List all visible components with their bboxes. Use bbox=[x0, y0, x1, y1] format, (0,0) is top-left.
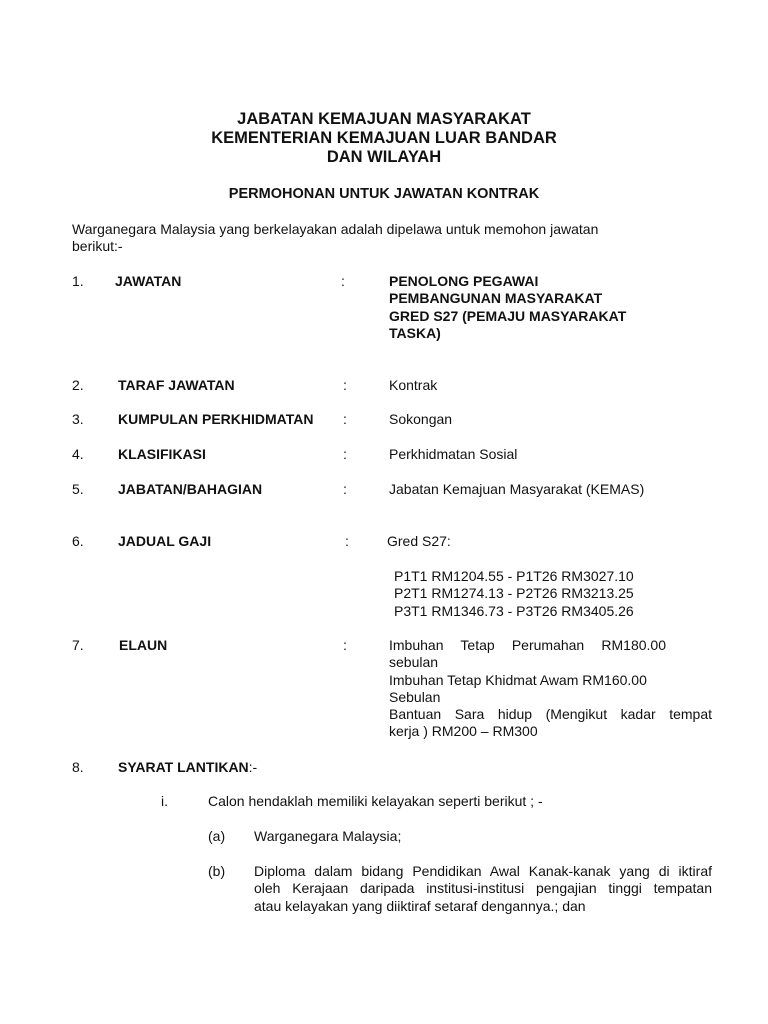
allowance-3-line-2: kerja ) RM200 – RM300 bbox=[389, 723, 538, 739]
item-3-number: 3. bbox=[72, 411, 84, 427]
condition-b-line-2: oleh Kerajaan daripada institusi-institusi pengajian tinggi tempatan bbox=[254, 880, 712, 896]
allowance-1-line-2: sebulan bbox=[389, 654, 439, 670]
condition-b-marker: (b) bbox=[208, 863, 226, 879]
item-5-label: JABATAN/BAHAGIAN bbox=[118, 481, 263, 497]
item-8-number: 8. bbox=[72, 759, 84, 775]
header-department: JABATAN KEMAJUAN MASYARAKAT bbox=[237, 110, 531, 128]
item-8-heading bbox=[118, 759, 257, 776]
salary-scale-p1: P1T1 RM1204.55 - P1T26 RM3027.10 bbox=[394, 568, 634, 584]
item-3-label: KUMPULAN PERKHIDMATAN bbox=[118, 411, 314, 427]
item-1-label: JAWATAN bbox=[115, 273, 182, 289]
item-2-value: Kontrak bbox=[389, 377, 438, 393]
item-7-label: ELAUN bbox=[119, 637, 168, 653]
document-subtitle: PERMOHONAN UNTUK JAWATAN KONTRAK bbox=[228, 186, 540, 202]
allowance-2-line-2: Sebulan bbox=[389, 689, 441, 705]
item-4-colon: : bbox=[343, 446, 347, 462]
condition-i-marker: i. bbox=[161, 793, 168, 809]
header-ministry: KEMENTERIAN KEMAJUAN LUAR BANDAR bbox=[211, 129, 557, 147]
condition-b-line-3: atau kelayakan yang diiktiraf setaraf dengannya.; dan bbox=[254, 898, 586, 914]
item-1-value-line-4: TASKA) bbox=[389, 325, 441, 341]
item-6-colon: : bbox=[345, 533, 349, 549]
item-1-colon: : bbox=[341, 273, 345, 289]
item-4-label: KLASIFIKASI bbox=[118, 446, 206, 462]
item-2-label: TARAF JAWATAN bbox=[118, 377, 235, 393]
intro-paragraph: Warganegara Malaysia yang berkelayakan adalah dipelawa untuk memohon jawatan berikut:- bbox=[72, 221, 599, 254]
item-7-colon: : bbox=[343, 637, 347, 653]
item-6-number: 6. bbox=[72, 533, 84, 549]
item-4-number: 4. bbox=[72, 446, 84, 462]
allowance-3-line-1: Bantuan Sara hidup (Mengikut kadar tempat bbox=[389, 706, 712, 722]
salary-scale-p2: P2T1 RM1274.13 - P2T26 RM3213.25 bbox=[394, 585, 634, 601]
condition-b-line-1: Diploma dalam bidang Pendidikan Awal Kanak-kanak yang di iktiraf bbox=[254, 863, 712, 879]
item-5-value: Jabatan Kemajuan Masyarakat (KEMAS) bbox=[389, 481, 645, 497]
item-8-label: SYARAT LANTIKAN bbox=[118, 759, 249, 775]
item-5-number: 5. bbox=[72, 481, 84, 497]
item-3-value: Sokongan bbox=[389, 411, 453, 427]
allowance-1-line-1: Imbuhan Tetap Perumahan RM180.00 bbox=[389, 637, 666, 653]
item-6-value: Gred S27: bbox=[387, 533, 451, 549]
item-1-number: 1. bbox=[72, 273, 84, 289]
item-3-colon: : bbox=[343, 411, 347, 427]
item-2-colon: : bbox=[343, 377, 347, 393]
item-2-number: 2. bbox=[72, 377, 84, 393]
header-region: DAN WILAYAH bbox=[326, 148, 442, 166]
item-8-label-suffix: :- bbox=[248, 759, 258, 775]
condition-i-text: Calon hendaklah memiliki kelayakan seperti berikut ; - bbox=[208, 793, 543, 809]
condition-a-text: Warganegara Malaysia; bbox=[254, 828, 402, 844]
item-1-value-line-3: GRED S27 (PEMAJU MASYARAKAT bbox=[389, 308, 627, 324]
item-6-label: JADUAL GAJI bbox=[118, 533, 212, 549]
item-5-colon: : bbox=[343, 481, 347, 497]
item-7-number: 7. bbox=[72, 637, 84, 653]
item-4-value: Perkhidmatan Sosial bbox=[389, 446, 518, 462]
allowance-2-line-1: Imbuhan Tetap Khidmat Awam RM160.00 bbox=[389, 672, 647, 688]
item-1-value-line-1: PENOLONG PEGAWAI bbox=[389, 273, 539, 289]
condition-a-marker: (a) bbox=[208, 828, 226, 844]
salary-scale-p3: P3T1 RM1346.73 - P3T26 RM3405.26 bbox=[394, 603, 634, 619]
item-1-value-line-2: PEMBANGUNAN MASYARAKAT bbox=[389, 290, 603, 306]
